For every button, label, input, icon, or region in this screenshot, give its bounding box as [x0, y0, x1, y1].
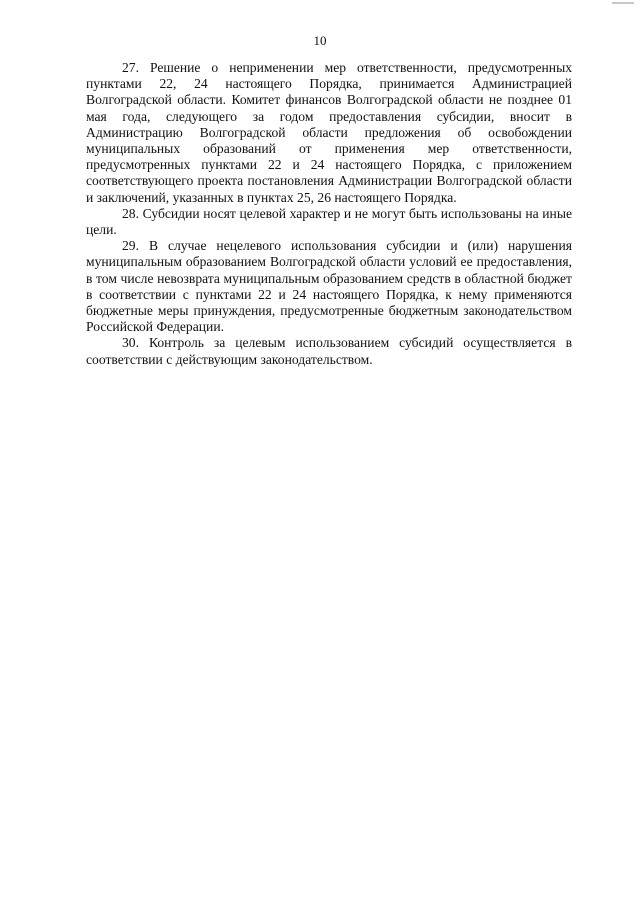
paragraph-28: 28. Субсидии носят целевой характер и не могут быть использованы на иные цели. [86, 205, 572, 238]
document-body [86, 60, 572, 368]
paragraph-27: 27. Решение о неприменении мер ответственности, предусмотренных пунктами 22, 24 настоящего Порядка, принимается Администрацией Волгоградской области. Комитет финансов Волгоградской области не позднее 01 мая года, следующего за годом предоставления субсидии, вносит в Администрацию Волгоградской области предложения об освобождении муниципальных образований от применения мер ответственности, предусмотренных пунктами 22 и 24 настоящего Порядка, с приложением соответствующего проекта постановления Администрации Волгоградской области и заключений, указанных в пунктах 25, 26 настоящего Порядка. [86, 60, 572, 205]
paragraph-30: 30. Контроль за целевым использованием субсидий осуществляется в соответствии с действующим законодательством. [86, 335, 572, 367]
paragraph-29: 29. В случае нецелевого использования субсидии и (или) нарушения муниципальным образованием Волгоградской области условий ее предоставления, в том числе невозврата муниципальным образованием средств в областной бюджет в соответствии с пунктами 22 и 24 настоящего Порядка, к нему применяются бюджетные меры принуждения, предусмотренные бюджетным законодательством Российской Федерации. [86, 238, 572, 335]
page-number: 10 [313, 33, 327, 48]
scan-edge-mark [612, 2, 634, 4]
